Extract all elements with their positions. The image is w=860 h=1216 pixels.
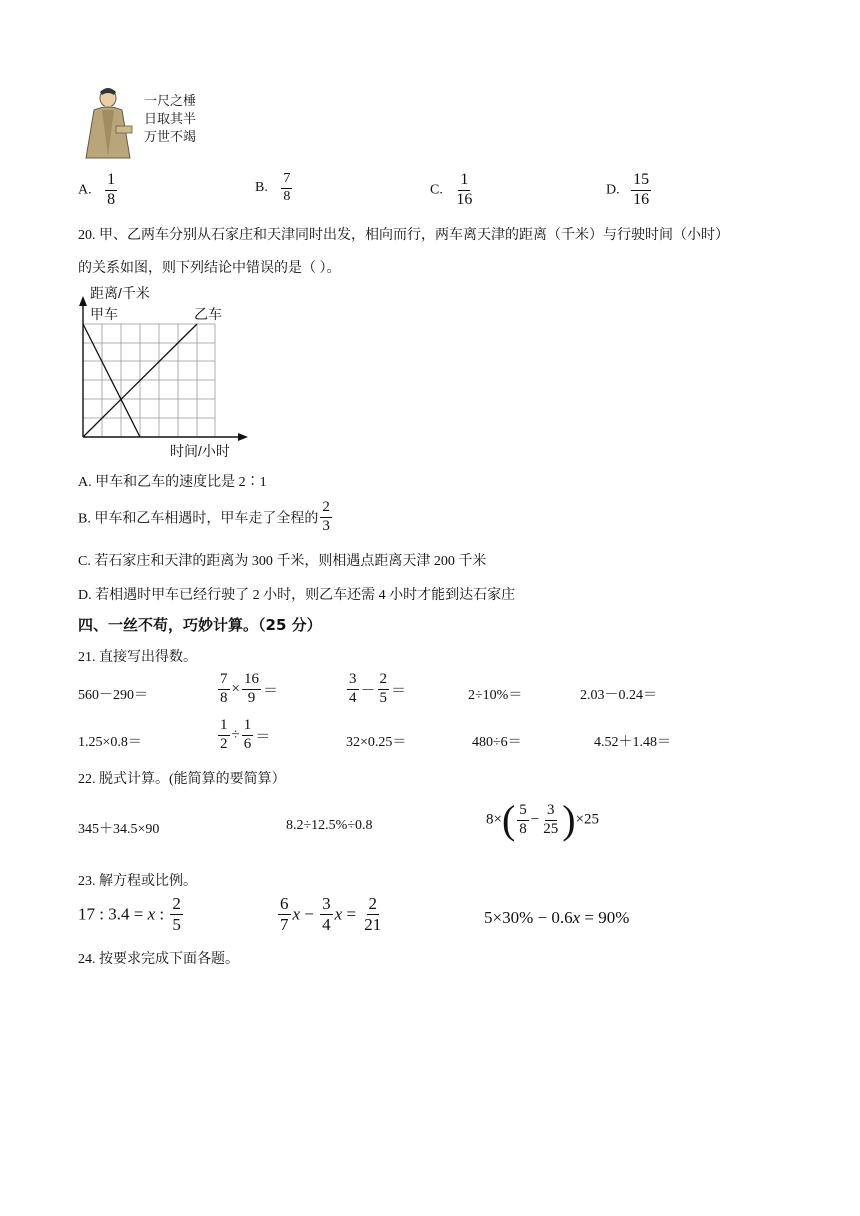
poem-line: 万世不竭 <box>144 129 197 144</box>
fraction: $\frac{15}{16}$ <box>633 171 650 208</box>
x-axis-label: 时间/小时 <box>170 443 230 459</box>
fraction: $\frac{6}{7}$ <box>280 894 289 934</box>
y-axis-label: 距离/千米 <box>90 285 150 301</box>
q21-item: 32×0.25＝ <box>346 735 407 750</box>
section-heading: 四、一丝不苟，巧妙计算。（25 分） <box>78 616 322 634</box>
q21-item: 1.25×0.8＝ <box>78 735 142 750</box>
scholar-figure-icon <box>80 86 136 160</box>
series-b-label: 乙车 <box>194 306 222 322</box>
fraction: $\frac{3}{25}$ <box>543 801 559 837</box>
q21-item: 4.52＋1.48＝ <box>594 735 671 750</box>
q22-item: 345＋34.5×90 <box>78 822 160 837</box>
fraction: $\frac{16}{9}$ <box>243 671 259 706</box>
q24-title: 24. 按要求完成下面各题。 <box>78 952 239 967</box>
q22-item: 8×( $\frac{5}{8}$ − $\frac{3}{25}$ )×25 <box>486 797 600 842</box>
q21-item: 2.03－0.24＝ <box>580 688 657 703</box>
fraction: $\frac{1}{6}$ <box>243 717 252 752</box>
series-a-label: 甲车 <box>90 306 118 322</box>
q20-option-d[interactable]: D. 若相遇时甲车已经行驶了 2 小时，则乙车还需 4 小时才能到达石家庄 <box>78 588 516 603</box>
q19-option-b[interactable]: B. $\frac{7}{8}$ <box>255 171 291 204</box>
q22-item: 8.2÷12.5%÷0.8 <box>286 818 373 833</box>
fraction: $\frac{2}{21}$ <box>364 894 382 934</box>
q20-graph <box>70 284 260 460</box>
q21-item: $\frac{7}{8}$ × $\frac{16}{9}$ ＝ <box>220 671 278 706</box>
x-axis-arrow <box>238 433 248 441</box>
q23-item: 5×30% − 0.6x = 90% <box>484 908 630 927</box>
q20-option-a[interactable]: A. 甲车和乙车的速度比是 2∶1 <box>78 475 267 490</box>
q23-item: 17 : 3.4 = x : $\frac{2}{5}$ <box>78 894 181 934</box>
fraction: $\frac{1}{8}$ <box>107 171 116 208</box>
left-paren-icon: ( <box>501 797 516 842</box>
q21-item: $\frac{1}{2}$ ÷ $\frac{1}{6}$ ＝ <box>220 717 271 752</box>
fraction: $\frac{5}{8}$ <box>519 801 527 837</box>
poem-line: 日取其半 <box>144 111 197 126</box>
q21-item: 560－290＝ <box>78 688 148 703</box>
q20-option-c[interactable]: C. 若石家庄和天津的距离为 300 千米，则相遇点距离天津 200 千米 <box>78 554 487 569</box>
fraction: $\frac{1}{16}$ <box>456 171 473 208</box>
fraction: $\frac{2}{3}$ <box>322 499 330 534</box>
q19-option-a[interactable]: A. $\frac{1}{8}$ <box>78 171 116 208</box>
right-paren-icon: ) <box>562 797 576 842</box>
q21-item: 2÷10%＝ <box>468 688 523 703</box>
q21-item: 480÷6＝ <box>472 735 522 750</box>
distance-time-graph <box>70 284 260 460</box>
q20-text-line2: 的关系如图，则下列结论中错误的是（ ）。 <box>78 261 341 276</box>
poem-line: 一尺之棰 <box>144 93 197 108</box>
q23-title: 23. 解方程或比例。 <box>78 874 197 889</box>
q23-item: $\frac{6}{7}$ x − $\frac{3}{4}$ x = $\frac{2}{21}$ <box>280 894 382 934</box>
fraction: $\frac{3}{4}$ <box>322 894 331 934</box>
y-axis-arrow <box>79 296 87 306</box>
poem-text <box>144 92 196 146</box>
fraction: $\frac{2}{5}$ <box>379 671 388 706</box>
q22-title: 22. 脱式计算。(能简算的要简算） <box>78 772 286 787</box>
q19-option-d[interactable]: D. $\frac{15}{16}$ <box>606 171 650 208</box>
fraction: $\frac{2}{5}$ <box>172 894 181 934</box>
q21-title: 21. 直接写出得数。 <box>78 650 197 665</box>
q21-item: $\frac{3}{4}$ － $\frac{2}{5}$ ＝ <box>349 671 407 706</box>
fraction: $\frac{1}{2}$ <box>220 717 228 752</box>
fraction: $\frac{7}{8}$ <box>283 171 291 204</box>
scholar-illustration <box>80 86 136 160</box>
car-a-line <box>83 324 140 437</box>
fraction: $\frac{3}{4}$ <box>349 671 357 706</box>
q19-option-c[interactable]: C. $\frac{1}{16}$ <box>430 171 473 208</box>
q20-text-line1: 20. 甲、乙两车分别从石家庄和天津同时出发，相向而行，两车离天津的距离（千米）与行驶时间（小时） <box>78 228 729 243</box>
q20-option-b[interactable]: B. 甲车和乙车相遇时，甲车走了全程的 $\frac{2}{3}$ <box>78 499 330 534</box>
fraction: $\frac{7}{8}$ <box>220 671 228 706</box>
